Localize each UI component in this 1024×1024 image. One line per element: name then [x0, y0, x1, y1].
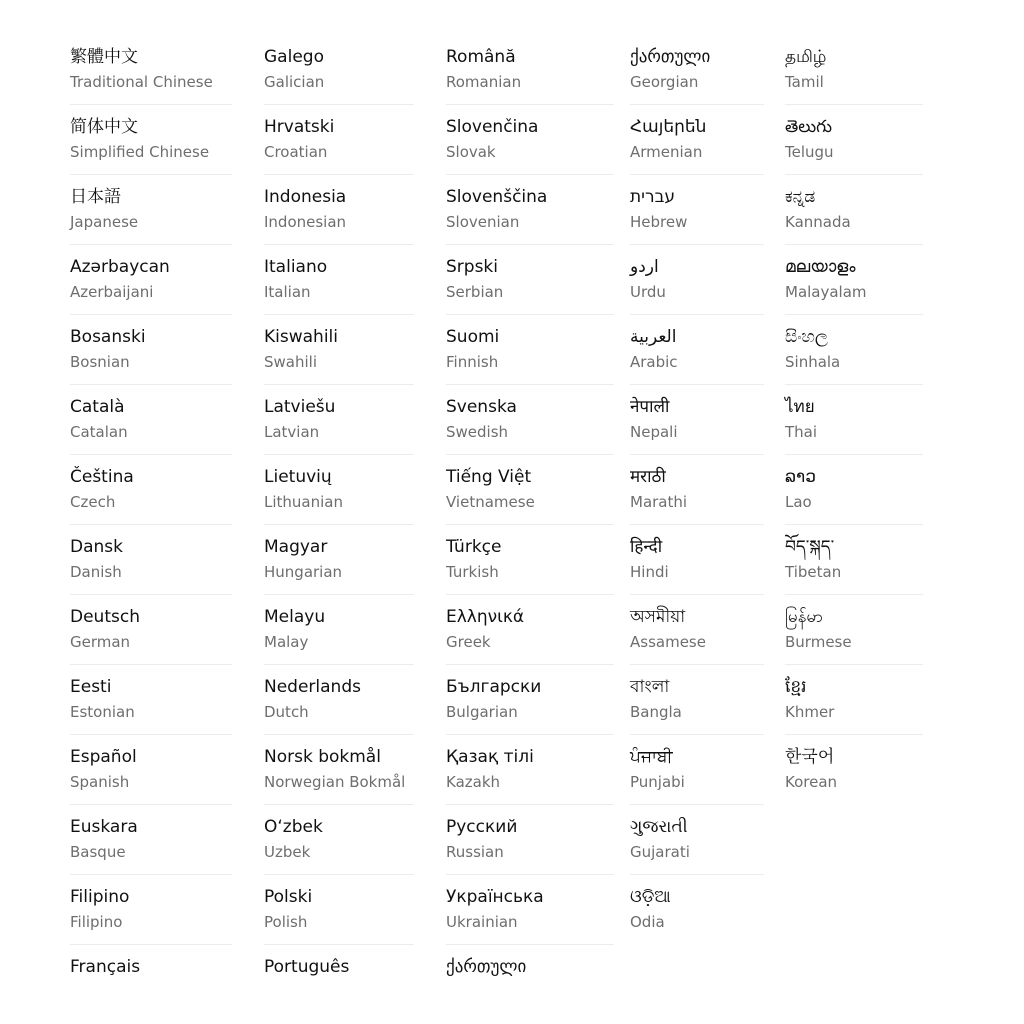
language-english-name: Turkish: [446, 563, 499, 581]
language-english-name: Slovenian: [446, 213, 520, 231]
language-native-name: తెలుగు: [785, 117, 832, 137]
language-option[interactable]: [70, 665, 232, 735]
language-option[interactable]: [785, 455, 923, 525]
language-native-name: ខ្មែរ: [785, 677, 807, 697]
language-english-name: Catalan: [70, 423, 128, 441]
language-english-name: Nepali: [630, 423, 678, 441]
language-option[interactable]: [446, 945, 614, 1015]
language-native-name: Latviešu: [264, 397, 336, 417]
language-native-name: ગુજરાતી: [630, 817, 688, 837]
language-native-name: עברית: [630, 187, 676, 207]
language-english-name: Norwegian Bokmål: [264, 773, 406, 791]
language-english-name: Lithuanian: [264, 493, 343, 511]
language-option[interactable]: [785, 175, 923, 245]
language-option[interactable]: [785, 35, 923, 105]
language-option[interactable]: [785, 525, 923, 595]
language-english-name: Basque: [70, 843, 126, 861]
language-english-name: Arabic: [630, 353, 678, 371]
language-english-name: Bosnian: [70, 353, 130, 371]
language-option[interactable]: [264, 735, 414, 805]
language-option[interactable]: [264, 665, 414, 735]
language-option[interactable]: [446, 105, 614, 175]
language-native-name: Dansk: [70, 537, 123, 557]
language-english-name: Bangla: [630, 703, 682, 721]
language-option[interactable]: [630, 105, 764, 175]
language-option[interactable]: [630, 805, 764, 875]
language-native-name: Melayu: [264, 607, 326, 627]
language-option[interactable]: [264, 945, 414, 1015]
language-english-name: Slovak: [446, 143, 496, 161]
language-option[interactable]: [446, 35, 614, 105]
language-english-name: Traditional Chinese: [70, 73, 213, 91]
language-native-name: मराठी: [630, 467, 666, 487]
language-native-name: Tiếng Việt: [446, 467, 532, 487]
language-option[interactable]: [264, 35, 414, 105]
language-native-name: Suomi: [446, 327, 500, 347]
language-english-name: Filipino: [70, 913, 123, 931]
language-native-name: Українська: [446, 887, 544, 907]
language-native-name: Euskara: [70, 817, 138, 837]
language-option[interactable]: [785, 315, 923, 385]
language-english-name: Indonesian: [264, 213, 347, 231]
language-native-name: O‘zbek: [264, 817, 323, 837]
language-native-name: नेपाली: [630, 397, 670, 417]
language-english-name: Tamil: [785, 73, 824, 91]
language-native-name: Português: [264, 957, 350, 977]
language-english-name: Korean: [785, 773, 838, 791]
language-native-name: Svenska: [446, 397, 517, 417]
language-english-name: Tibetan: [785, 563, 842, 581]
language-native-name: བོད་སྐད་: [785, 537, 835, 557]
language-native-name: 繁體中文: [70, 47, 138, 67]
language-native-name: Қазақ тілі: [446, 747, 534, 767]
language-option[interactable]: [70, 105, 232, 175]
language-english-name: Khmer: [785, 703, 835, 721]
language-native-name: Français: [70, 957, 141, 977]
language-column: [70, 35, 232, 1015]
language-english-name: Kannada: [785, 213, 851, 231]
language-native-name: ଓଡ଼ିଆ: [630, 887, 671, 907]
language-english-name: Odia: [630, 913, 665, 931]
language-option[interactable]: [785, 245, 923, 315]
language-english-name: Swedish: [446, 423, 509, 441]
language-english-name: Serbian: [446, 283, 504, 301]
language-option[interactable]: [785, 385, 923, 455]
language-english-name: Sinhala: [785, 353, 841, 371]
language-native-name: Čeština: [70, 467, 134, 487]
language-option[interactable]: [70, 385, 232, 455]
language-english-name: Estonian: [70, 703, 135, 721]
language-option[interactable]: [630, 175, 764, 245]
language-native-name: Türkçe: [446, 537, 502, 557]
language-native-name: Հայերեն: [630, 117, 707, 137]
language-native-name: Slovenčina: [446, 117, 539, 137]
language-english-name: Hungarian: [264, 563, 343, 581]
language-native-name: Polski: [264, 887, 313, 907]
language-option[interactable]: [446, 455, 614, 525]
language-english-name: Croatian: [264, 143, 328, 161]
language-option[interactable]: [264, 595, 414, 665]
language-option[interactable]: [264, 805, 414, 875]
language-option[interactable]: [446, 735, 614, 805]
language-option[interactable]: [630, 385, 764, 455]
language-option[interactable]: [70, 175, 232, 245]
language-english-name: Urdu: [630, 283, 666, 301]
language-native-name: ລາວ: [785, 467, 816, 487]
language-option[interactable]: [70, 525, 232, 595]
language-option[interactable]: [785, 105, 923, 175]
language-option[interactable]: [785, 665, 923, 735]
language-option[interactable]: [264, 105, 414, 175]
language-english-name: Malayalam: [785, 283, 867, 301]
language-native-name: Galego: [264, 47, 324, 67]
language-english-name: Polish: [264, 913, 308, 931]
language-english-name: Gujarati: [630, 843, 690, 861]
language-option[interactable]: [70, 595, 232, 665]
language-english-name: Punjabi: [630, 773, 685, 791]
language-english-name: Danish: [70, 563, 122, 581]
language-native-name: Italiano: [264, 257, 328, 277]
language-english-name: Assamese: [630, 633, 706, 651]
language-english-name: Georgian: [630, 73, 699, 91]
language-english-name: Japanese: [70, 213, 139, 231]
language-native-name: العربية: [630, 327, 677, 347]
language-option[interactable]: [785, 595, 923, 665]
language-native-name: Indonesia: [264, 187, 347, 207]
language-native-name: Srpski: [446, 257, 498, 277]
language-native-name: ಕನ್ನಡ: [785, 187, 816, 207]
language-native-name: Azərbaycan: [70, 257, 170, 277]
language-native-name: Български: [446, 677, 542, 697]
language-native-name: ქართული: [630, 47, 711, 67]
language-english-name: Swahili: [264, 353, 317, 371]
language-option[interactable]: [446, 525, 614, 595]
language-option[interactable]: [630, 735, 764, 805]
language-english-name: Armenian: [630, 143, 703, 161]
language-native-name: हिन्दी: [630, 537, 663, 557]
language-native-name: සිංහල: [785, 327, 828, 347]
language-option[interactable]: [264, 875, 414, 945]
language-english-name: Galician: [264, 73, 325, 91]
language-native-name: اردو: [630, 257, 659, 277]
language-native-name: ქართული: [446, 957, 527, 977]
language-english-name: Burmese: [785, 633, 852, 651]
language-option[interactable]: [70, 945, 232, 1015]
language-option[interactable]: [630, 455, 764, 525]
language-native-name: 한국어: [785, 747, 835, 767]
language-column: [264, 35, 414, 1015]
language-english-name: Hindi: [630, 563, 669, 581]
language-option[interactable]: [70, 875, 232, 945]
language-option[interactable]: [264, 315, 414, 385]
language-native-name: বাংলা: [630, 677, 670, 697]
language-option[interactable]: [446, 245, 614, 315]
language-english-name: Czech: [70, 493, 116, 511]
language-native-name: മലയാളം: [785, 257, 856, 277]
language-option[interactable]: [264, 245, 414, 315]
language-native-name: Română: [446, 47, 516, 67]
language-english-name: Kazakh: [446, 773, 501, 791]
language-option[interactable]: [264, 385, 414, 455]
language-native-name: Magyar: [264, 537, 328, 557]
language-native-name: Deutsch: [70, 607, 140, 627]
language-english-name: Lao: [785, 493, 812, 511]
language-native-name: Español: [70, 747, 137, 767]
language-option[interactable]: [630, 595, 764, 665]
language-option[interactable]: [264, 175, 414, 245]
language-english-name: Ukrainian: [446, 913, 518, 931]
language-english-name: Azerbaijani: [70, 283, 154, 301]
language-english-name: Russian: [446, 843, 504, 861]
language-english-name: Dutch: [264, 703, 309, 721]
language-option[interactable]: [446, 665, 614, 735]
language-native-name: Ελληνικά: [446, 607, 525, 627]
language-english-name: Bulgarian: [446, 703, 518, 721]
language-english-name: Uzbek: [264, 843, 311, 861]
language-column: [630, 35, 764, 945]
language-option[interactable]: [630, 315, 764, 385]
language-native-name: Filipino: [70, 887, 130, 907]
language-english-name: Marathi: [630, 493, 688, 511]
language-column: [446, 35, 614, 1015]
language-native-name: Русский: [446, 817, 518, 837]
language-option[interactable]: [446, 595, 614, 665]
language-english-name: Thai: [785, 423, 818, 441]
language-english-name: Vietnamese: [446, 493, 535, 511]
language-option[interactable]: [446, 385, 614, 455]
language-option[interactable]: [630, 665, 764, 735]
language-native-name: Norsk bokmål: [264, 747, 381, 767]
language-native-name: Eesti: [70, 677, 112, 697]
language-option[interactable]: [785, 735, 923, 805]
language-english-name: German: [70, 633, 131, 651]
language-english-name: Finnish: [446, 353, 499, 371]
language-english-name: Italian: [264, 283, 311, 301]
language-option[interactable]: [446, 315, 614, 385]
language-native-name: தமிழ்: [785, 47, 827, 67]
language-option[interactable]: [70, 315, 232, 385]
language-native-name: Slovenščina: [446, 187, 548, 207]
language-option[interactable]: [630, 875, 764, 945]
language-native-name: ਪੰਜਾਬੀ: [630, 747, 673, 767]
language-native-name: 简体中文: [70, 117, 138, 137]
language-option[interactable]: [70, 35, 232, 105]
language-option[interactable]: [630, 525, 764, 595]
language-option[interactable]: [446, 805, 614, 875]
language-english-name: Romanian: [446, 73, 522, 91]
language-native-name: မြန်မာ: [785, 607, 824, 627]
language-native-name: ไทย: [785, 397, 815, 417]
language-native-name: Kiswahili: [264, 327, 338, 347]
language-english-name: Hebrew: [630, 213, 688, 231]
language-native-name: 日本語: [70, 187, 121, 207]
language-english-name: Telugu: [785, 143, 834, 161]
language-native-name: Hrvatski: [264, 117, 335, 137]
language-native-name: অসমীয়া: [630, 607, 686, 627]
language-native-name: Nederlands: [264, 677, 361, 697]
language-option[interactable]: [264, 455, 414, 525]
language-native-name: Lietuvių: [264, 467, 332, 487]
language-option[interactable]: [70, 455, 232, 525]
language-option[interactable]: [70, 735, 232, 805]
language-english-name: Malay: [264, 633, 309, 651]
language-option[interactable]: [446, 175, 614, 245]
language-english-name: Latvian: [264, 423, 320, 441]
language-option[interactable]: [446, 875, 614, 945]
language-column: [785, 35, 923, 805]
language-english-name: Greek: [446, 633, 491, 651]
language-option[interactable]: [70, 245, 232, 315]
language-option[interactable]: [630, 245, 764, 315]
language-option[interactable]: [264, 525, 414, 595]
language-english-name: Spanish: [70, 773, 130, 791]
language-english-name: Simplified Chinese: [70, 143, 210, 161]
language-option[interactable]: [70, 805, 232, 875]
language-native-name: Català: [70, 397, 125, 417]
language-native-name: Bosanski: [70, 327, 146, 347]
language-option[interactable]: [630, 35, 764, 105]
